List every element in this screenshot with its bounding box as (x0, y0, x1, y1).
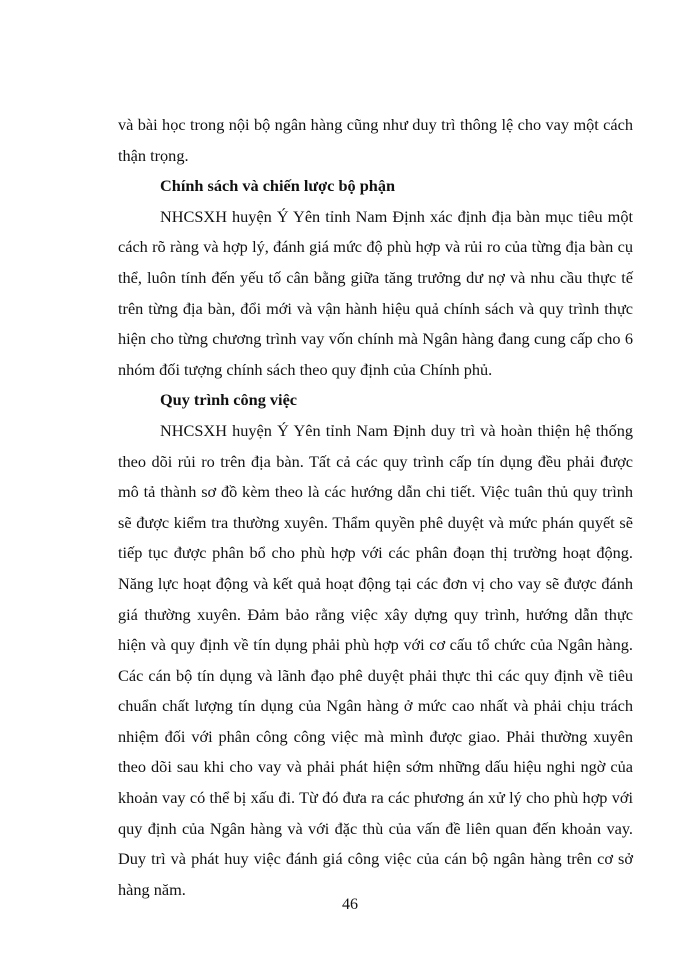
body-paragraph-policy-strategy: NHCSXH huyện Ý Yên tỉnh Nam Định xác định địa bàn mục tiêu một cách rõ ràng và hợp lý, đánh giá mức độ phù hợp và rủi ro của từng địa bàn cụ thể, luôn tính đến yếu tố cân bằng giữa tăng trưởng dư nợ và nhu cầu thực tế trên từng địa bàn, đổi mới và vận hành hiệu quả chính sách và quy trình thực hiện cho từng chương trình vay vốn chính mà Ngân hàng đang cung cấp cho 6 nhóm đối tượng chính sách theo quy định của Chính phủ. (118, 206, 633, 379)
section-heading-work-process: Quy trình công việc (160, 390, 298, 410)
body-paragraph-work-process: NHCSXH huyện Ý Yên tỉnh Nam Định duy trì và hoàn thiện hệ thống theo dõi rủi ro trên địa bàn. Tất cả các quy trình cấp tín dụng đều phải được mô tả thành sơ đồ kèm theo là các hướng dẫn chi tiết. Việc tuân thủ quy trình sẽ được kiểm tra thường xuyên. Thẩm quyền phê duyệt và mức phán quyết sẽ tiếp tục được phân bổ cho phù hợp với các phân đoạn thị trường hoạt động. Năng lực hoạt động và kết quả hoạt động tại các đơn vị cho vay sẽ được đánh giá thường xuyên. Đảm bảo rằng việc xây dựng quy trình, hướng dẫn thực hiện và quy định về tín dụng phải phù hợp với cơ cấu tổ chức của Ngân hàng. Các cán bộ tín dụng và lãnh đạo phê duyệt phải thực thi các quy định về tiêu chuẩn chất lượng tín dụng của Ngân hàng ở mức cao nhất và phải chịu trách nhiệm đối với phân công công việc mà mình được giao. Phải thường xuyên theo dõi sau khi cho vay và phải phát hiện sớm những dấu hiệu nghi ngờ của khoản vay có thể bị xấu đi. Từ đó đưa ra các phương án xử lý cho phù hợp với quy định của Ngân hàng và với đặc thù của vấn đề liên quan đến khoản vay. Duy trì và phát huy việc đánh giá công việc của cán bộ ngân hàng trên cơ sở hàng năm. (118, 420, 633, 899)
page-body (118, 110, 633, 905)
page-number: 46 (342, 896, 358, 913)
section-heading-policy-strategy: Chính sách và chiến lược bộ phận (160, 176, 396, 196)
body-paragraph-continued: và bài học trong nội bộ ngân hàng cũng như duy trì thông lệ cho vay một cách thận trọng. (118, 115, 633, 165)
